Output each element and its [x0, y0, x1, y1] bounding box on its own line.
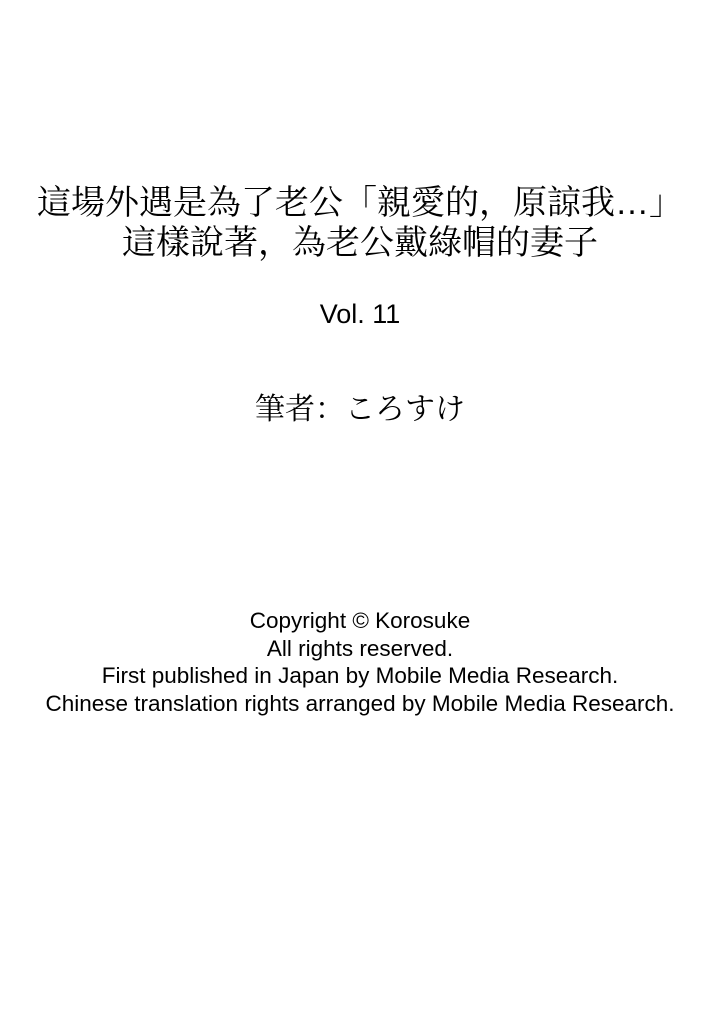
author-credit: 筆者：ころすけ — [255, 393, 465, 426]
copyright-notice — [0, 607, 720, 717]
series-title — [0, 183, 720, 263]
copyright-line-publisher: First published in Japan by Mobile Media Research. — [101, 663, 619, 688]
volume-number: Vol. 11 — [319, 299, 401, 329]
copyright-line-rights: All rights reserved. — [266, 635, 454, 661]
copyright-line-translation: Chinese translation rights arranged by Mobile Media Research. — [45, 690, 675, 716]
copyright-line-holder: Copyright © Korosuke — [249, 608, 471, 633]
series-title-line-1: 這場外遇是為了老公「親愛的，原諒我…」 — [37, 184, 683, 222]
series-title-line-2: 這樣說著，為老公戴綠帽的妻子 — [122, 224, 598, 262]
